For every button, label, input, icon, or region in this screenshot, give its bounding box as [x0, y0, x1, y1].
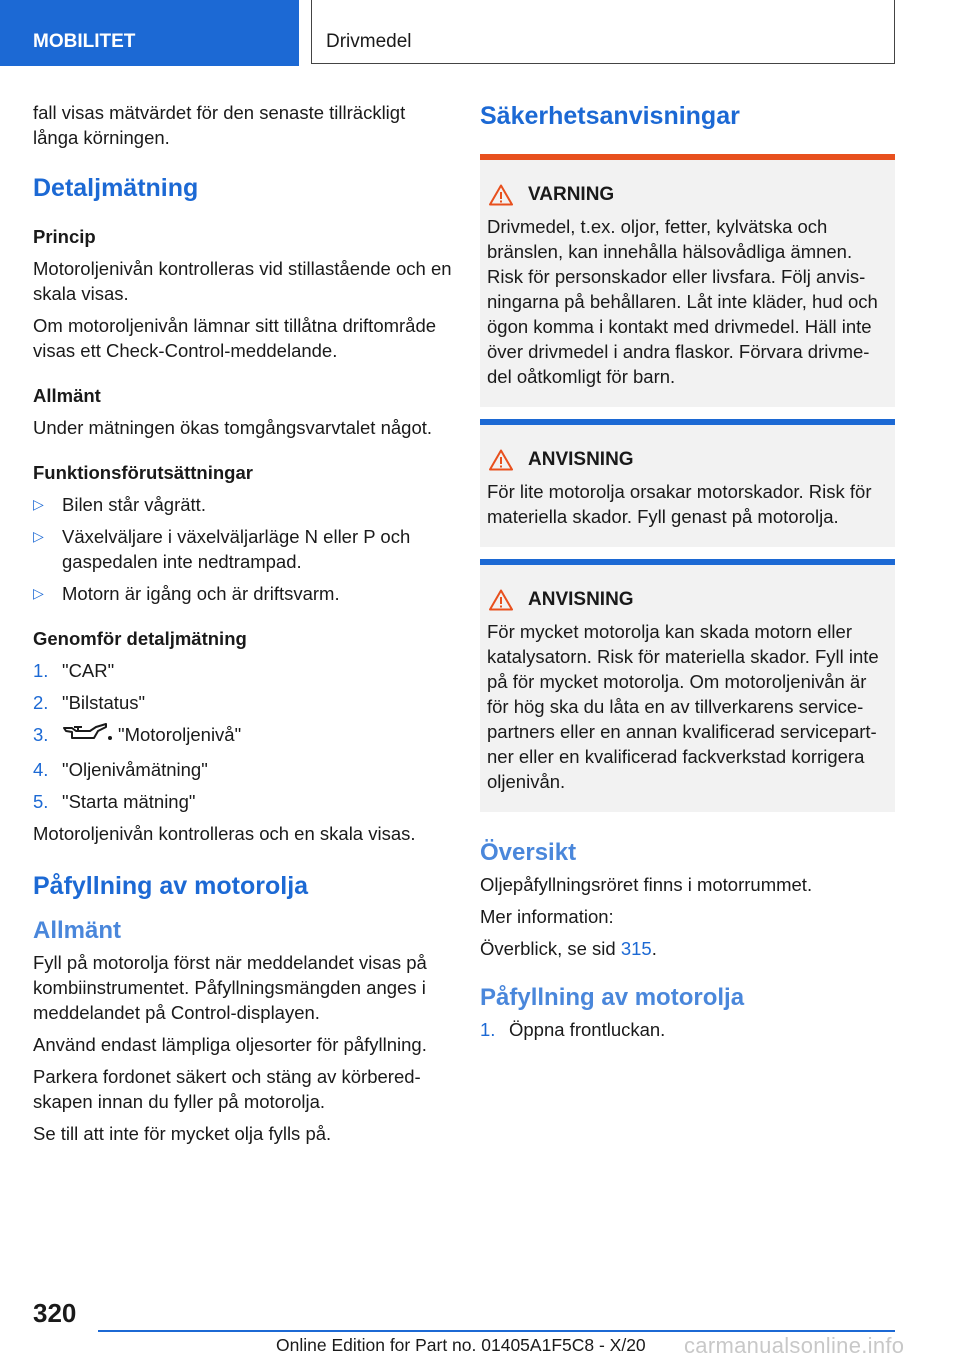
refill-paragraph-2: Använd endast lämpliga oljesorter för påfyllning.: [33, 1034, 427, 1056]
list-item: ▷ Motorn är igång och är driftsvarm.: [33, 583, 340, 604]
refill-paragraph-3: Parkera fordonet säkert och stäng av körbered-skapen innan du fyller på motorolja.: [33, 1066, 421, 1113]
warning-triangle-icon: [489, 184, 513, 206]
list-item: 3. "Motoroljenivå": [33, 722, 453, 750]
footer-divider: [98, 1330, 895, 1332]
notice-text-1: För lite motorolja orsakar motorskador. Risk för materiella skador. Fyll genast på motorolja.: [487, 481, 872, 527]
refill-heading: Påfyllning av motorolja: [33, 872, 309, 901]
warning-text: Drivmedel, t.ex. oljor, fetter, kylvätska och bränslen, kan innehålla hälsovådliga ämnen. Risk för personskador eller livsfara. Följ anvis-ningarna på behållaren. Låt inte kläder, hud och ögon komma i kontakt med drivmedel. Häll inte över drivmedel i andra flaskor. Förvara drivme-del oåtkomligt för barn.: [487, 216, 878, 387]
result-paragraph: Motoroljenivån kontrolleras och en skala visas.: [33, 823, 416, 845]
right-refill-heading: Påfyllning av motorolja: [480, 984, 745, 1011]
list-item: ▷ Bilen står vågrätt.: [33, 494, 206, 515]
detail-heading: Detaljmätning: [33, 174, 199, 202]
principle-heading: Princip: [33, 226, 96, 247]
notice-text-2: För mycket motorolja kan skada motorn eller katalysatorn. Risk för materiella skador. Fyll inte på för mycket motorolja. Om motoroljenivån är för hög ska du låta en av tillverkarens service-partners eller en annan kvalificerad servicepart-ner eller en kvalificerad fackverkstad korrigera oljenivån.: [487, 621, 879, 792]
overview-paragraph-2: Mer information:: [480, 906, 614, 927]
right-column: [480, 100, 895, 1049]
page-reference-link[interactable]: 315: [620, 938, 652, 959]
warning-title: VARNING: [487, 182, 887, 208]
warning-box: [480, 154, 895, 407]
triangle-bullet-icon: ▷: [33, 585, 44, 601]
principle-paragraph-2: Om motoroljenivån lämnar sitt tillåtna driftområde visas ett Check-Control-meddelande.: [33, 315, 437, 361]
perform-heading: Genomför detaljmätning: [33, 628, 247, 649]
refill-paragraph-4: Se till att inte för mycket olja fylls på.: [33, 1123, 332, 1145]
notice-box-1: [480, 419, 895, 547]
notice-title-2: ANVISNING: [487, 587, 887, 613]
perform-steps: [33, 658, 453, 814]
overview-paragraph-1: Oljepåfyllningsröret finns i motorrummet.: [480, 874, 813, 895]
refill-steps: [480, 1017, 895, 1042]
intro-paragraph: fall visas mätvärdet för den senaste tillräckligt långa körningen.: [33, 102, 406, 148]
refill-paragraph-1: Fyll på motorolja först när meddelandet visas på kombiinstrumentet. Påfyllningsmängden anges i meddelandet på Control-displayen.: [33, 952, 427, 1024]
general-heading: Allmänt: [33, 385, 101, 406]
overview-heading: Översikt: [480, 839, 577, 866]
triangle-bullet-icon: ▷: [33, 496, 44, 512]
watermark-text: carmanualsonline.info: [684, 1333, 905, 1358]
list-item: 2. "Bilstatus": [33, 692, 146, 713]
warning-triangle-icon: [489, 589, 513, 611]
general-paragraph: Under mätningen ökas tomgångsvarvtalet något.: [33, 417, 433, 438]
edition-text: Online Edition for Part no. 01405A1F5C8 - X/20: [276, 1335, 646, 1355]
refill-general-heading: Allmänt: [33, 917, 122, 945]
section-label: MOBILITET: [0, 0, 299, 66]
page-header: [0, 0, 960, 66]
list-item: 4. "Oljenivåmätning": [33, 759, 208, 781]
list-item: 1. "CAR": [33, 660, 115, 681]
warning-triangle-icon: [489, 449, 513, 471]
notice-box-2: [480, 559, 895, 812]
conditions-heading: Funktionsförutsättningar: [33, 462, 253, 483]
left-column: [33, 100, 453, 1153]
overview-reference: Överblick, se sid 315.: [480, 938, 657, 959]
notice-title-1: ANVISNING: [487, 447, 887, 473]
list-item: 1. Öppna frontluckan.: [480, 1019, 666, 1040]
triangle-bullet-icon: ▷: [33, 528, 44, 544]
safety-heading: Säkerhetsanvisningar: [480, 102, 740, 130]
principle-paragraph-1: Motoroljenivån kontrolleras vid stillastående och en skala visas.: [33, 258, 452, 304]
list-item: 5. "Starta mätning": [33, 791, 196, 813]
conditions-list: [33, 492, 453, 606]
oil-can-icon: [62, 722, 114, 750]
list-item: ▷ Växelväljare i växelväljarläge N eller P och gaspedalen inte nedtrampad.: [33, 526, 411, 572]
chapter-label: Drivmedel: [311, 0, 895, 64]
page-number: 320: [33, 1298, 77, 1328]
